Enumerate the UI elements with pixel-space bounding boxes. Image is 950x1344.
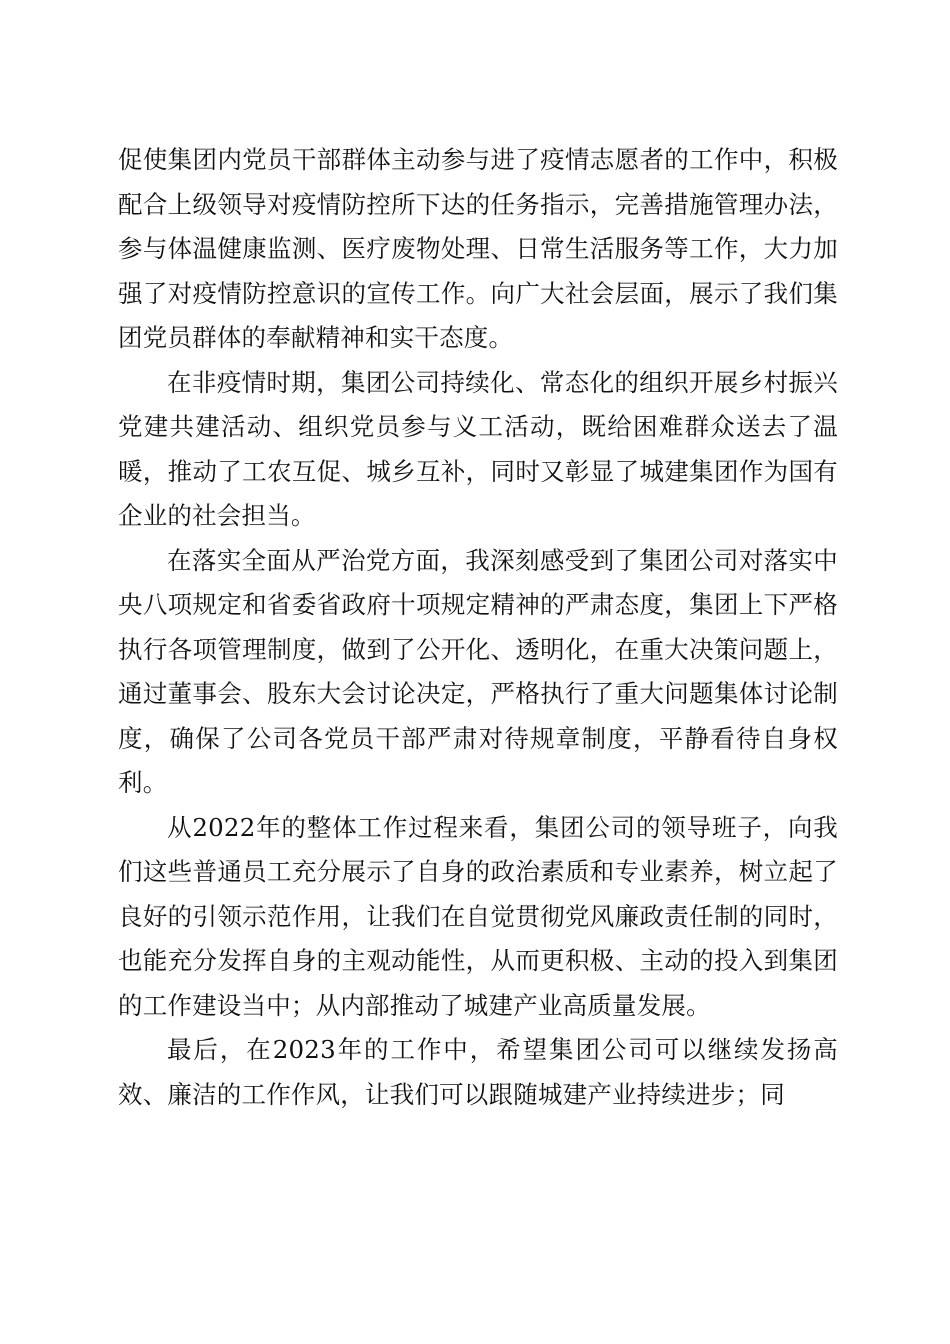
paragraph-2022-review: 从2022年的整体工作过程来看，集团公司的领导班子，向我们这些普通员工充分展示了自身的政治素质和专业素养，树立起了良好的引领示范作用，让我们在自觉贯彻党风廉政责任制的同时，也能充分发挥自身的主观动能性，从而更积极、主动的投入到集团的工作建设当中；从内部推动了城建产业高质量发展。 xyxy=(118,812,838,1020)
paragraph-strict-party-governance: 在落实全面从严治党方面，我深刻感受到了集团公司对落实中央八项规定和省委省政府十项规定精神的严肃态度，集团上下严格执行各项管理制度，做到了公开化、透明化，在重大决策问题上，通过董事会、股东大会讨论决定，严格执行了重大问题集体讨论制度，确保了公司各党员干部严肃对待规章制度，平静看待自身权利。 xyxy=(118,545,838,797)
document-body xyxy=(118,138,838,1117)
paragraph-2023-outlook: 最后，在2023年的工作中，希望集团公司可以继续发扬高效、廉洁的工作作风，让我们可以跟随城建产业持续进步；同 xyxy=(118,1035,838,1109)
paragraph-continuation: 促使集团内党员干部群体主动参与进了疫情志愿者的工作中，积极配合上级领导对疫情防控所下达的任务指示，完善措施管理办法，参与体温健康监测、医疗废物处理、日常生活服务等工作，大力加强了对疫情防控意识的宣传工作。向广大社会层面，展示了我们集团党员群体的奉献精神和实干态度。 xyxy=(118,145,838,352)
paragraph-non-epidemic-period: 在非疫情时期，集团公司持续化、常态化的组织开展乡村振兴党建共建活动、组织党员参与义工活动，既给困难群众送去了温暖，推动了工农互促、城乡互补，同时又彰显了城建集团作为国有企业的社会担当。 xyxy=(118,367,838,530)
